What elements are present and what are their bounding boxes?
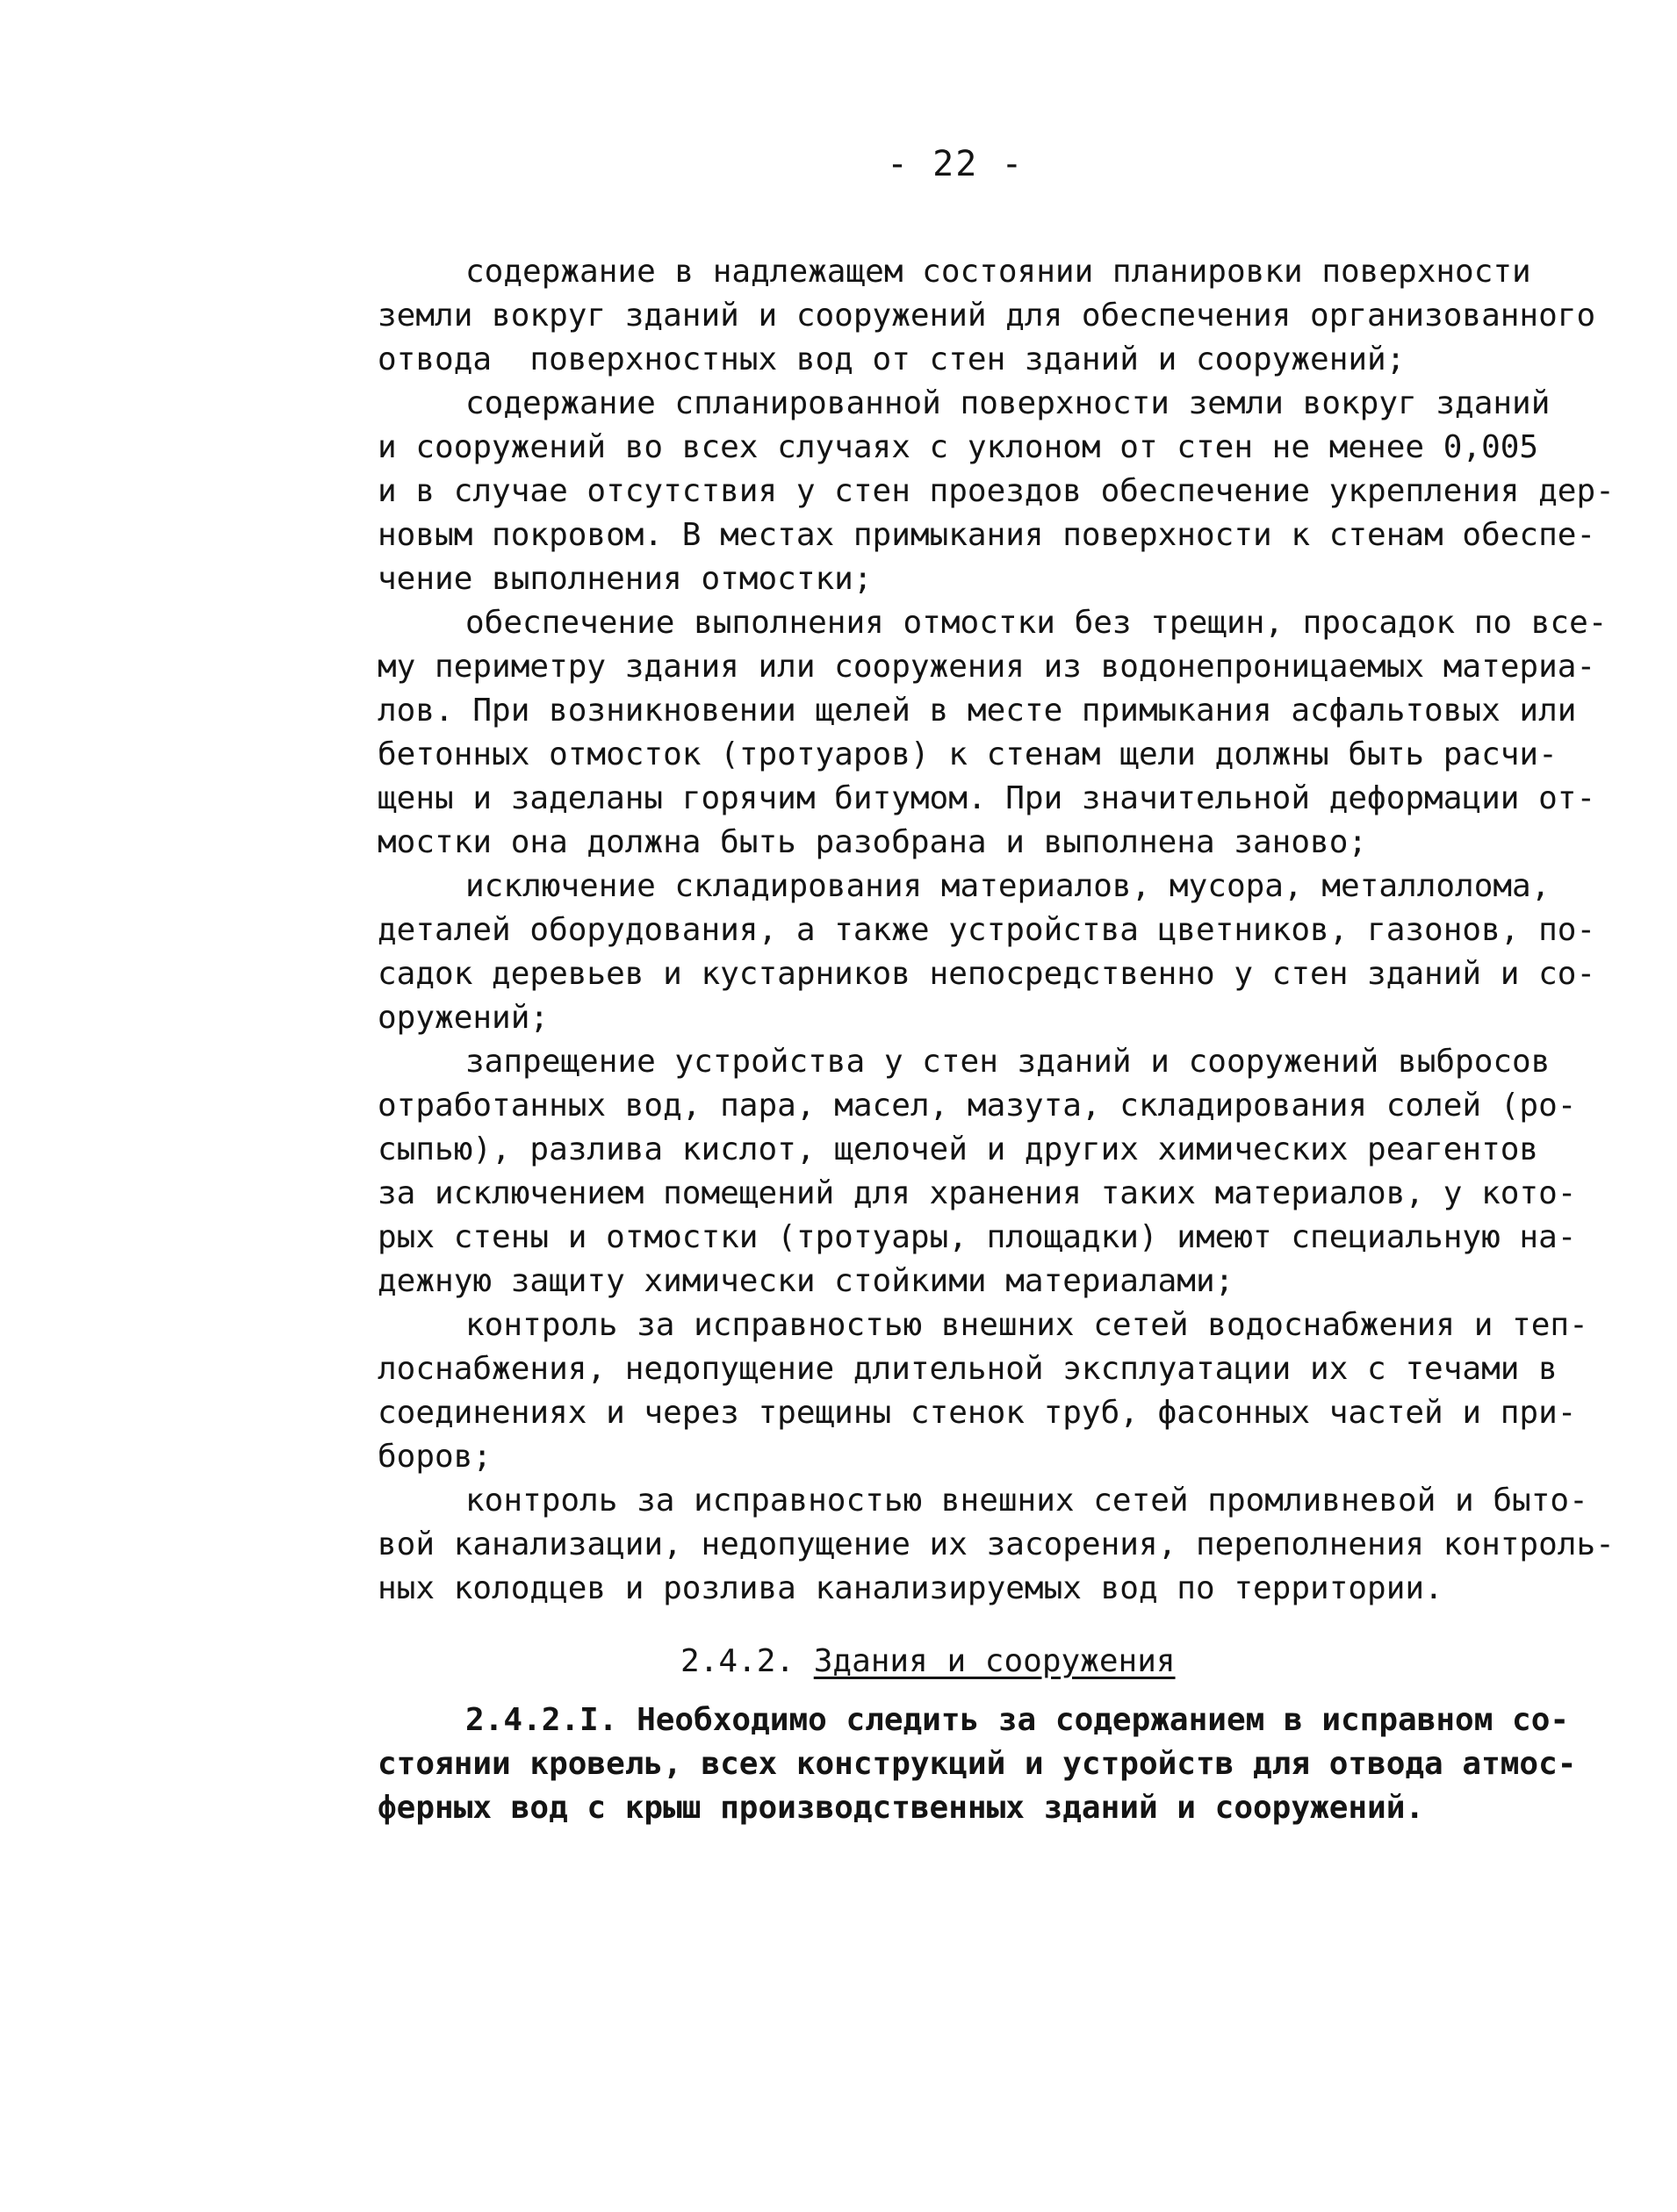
section-number: 2.4.2. (680, 1643, 795, 1679)
text-line: садок деревьев и кустарников непосредственно у стен зданий и со- (378, 956, 1596, 992)
text-line: содержание в надлежащем состоянии планировки поверхности (465, 254, 1531, 290)
section-title: Здания и сооружения (813, 1643, 1176, 1679)
paragraph (378, 1040, 1577, 1304)
text-line: соединениях и через трещины стенок труб, фасонных частей и при- (378, 1395, 1577, 1431)
text-line: содержание спланированной поверхности земли вокруг зданий (465, 385, 1551, 421)
text-line: сыпью), разлива кислот, щелочей и других химических реагентов (378, 1131, 1539, 1167)
text-line: запрещение устройства у стен зданий и сооружений выбросов (465, 1044, 1551, 1080)
text-line: ных колодцев и розлива канализируемых вод по территории. (378, 1570, 1443, 1606)
text-line: и сооружений во всех случаях с уклоном от стен не менее 0,005 (378, 429, 1539, 465)
text-line: бетонных отмосток (тротуаров) к стенам щели должны быть расчи- (378, 736, 1558, 772)
text-line: оружений; (378, 1000, 550, 1036)
text-line: дежную защиту химически стойкими материалами; (378, 1263, 1234, 1299)
text-line: контроль за исправностью внешних сетей промливневой и быто- (465, 1483, 1588, 1519)
text-line: щены и заделаны горячим битумом. При значительной деформации от- (378, 780, 1596, 816)
text-line: вой канализации, недопущение их засорения, переполнения контроль- (378, 1526, 1615, 1562)
text-line: земли вокруг зданий и сооружений для обеспечения организованного (378, 298, 1596, 334)
text-line: и в случае отсутствия у стен проездов обеспечение укрепления дер- (378, 473, 1615, 509)
page-number: - 22 - (887, 144, 1025, 184)
text-line: деталей оборудования, а также устройства цветников, газонов, по- (378, 912, 1596, 948)
section-heading (680, 1640, 1176, 1684)
body-text (378, 250, 1615, 1611)
text-line: новым покровом. В местах примыкания поверхности к стенам обеспе- (378, 517, 1596, 553)
text-line: отвода поверхностных вод от стен зданий и сооружений; (378, 341, 1406, 377)
text-line: 2.4.2.I. Необходимо следить за содержанием в исправном со- (465, 1702, 1570, 1738)
text-line: чение выполнения отмостки; (378, 561, 873, 597)
text-line: му периметру здания или сооружения из водонепроницаемых материа- (378, 649, 1596, 685)
paragraph (378, 382, 1615, 601)
text-line: рых стены и отмостки (тротуары, площадки) имеют специальную на- (378, 1219, 1577, 1255)
text-line: лоснабжения, недопущение длительной эксплуатации их с течами в (378, 1351, 1558, 1387)
text-line: отработанных вод, пара, масел, мазута, складирования солей (ро- (378, 1088, 1577, 1124)
paragraph (378, 1479, 1615, 1611)
text-line: боров; (378, 1439, 493, 1475)
paragraph (378, 1304, 1588, 1479)
clause-text (378, 1698, 1577, 1830)
text-line: ферных вод с крыш производственных зданий и сооружений. (378, 1790, 1425, 1826)
paragraph (378, 601, 1608, 865)
text-line: исключение складирования материалов, мусора, металлолома, (465, 868, 1551, 904)
text-line: контроль за исправностью внешних сетей водоснабжения и теп- (465, 1307, 1588, 1343)
text-line: обеспечение выполнения отмостки без трещин, просадок по все- (465, 605, 1608, 641)
text-line: стоянии кровель, всех конструкций и устройств для отвода атмос- (378, 1746, 1577, 1782)
text-line: лов. При возникновении щелей в месте примыкания асфальтовых или (378, 693, 1577, 729)
text-line: за исключением помещений для хранения таких материалов, у кото- (378, 1175, 1577, 1211)
paragraph (378, 865, 1596, 1040)
text-line: мостки она должна быть разобрана и выполнена заново; (378, 824, 1368, 860)
paragraph (378, 250, 1596, 382)
